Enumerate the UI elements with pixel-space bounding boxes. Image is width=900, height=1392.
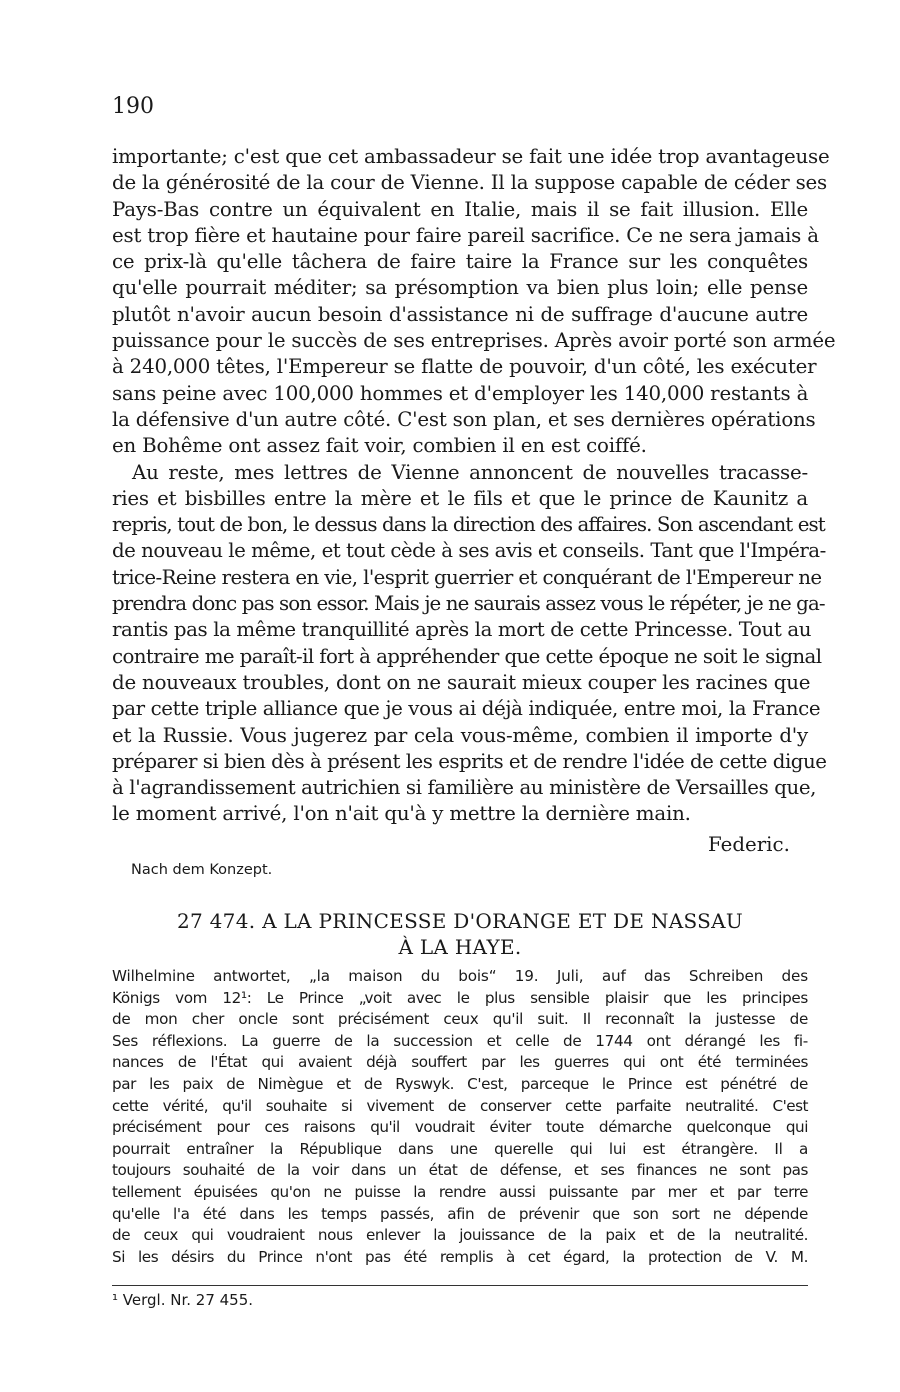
summary-line: Ses réflexions. La guerre de la succession et celle de 1744 ont dérangé les fi- (112, 1031, 808, 1050)
recipient: A LA PRINCESSE D'ORANGE ET DE NASSAU (262, 909, 744, 933)
footnote: ¹ Vergl. Nr. 27 455. (112, 1291, 254, 1309)
letter-body (112, 144, 836, 828)
summary-line: par les paix de Nimègue et de Ryswyk. C'est, parceque le Prince est pénétré de (112, 1074, 808, 1093)
body-line: ce prix-là qu'elle tâchera de faire taire la France sur les conquêtes (112, 250, 808, 274)
summary-line: précisément pour ces raisons qu'il voudrait éviter toute démarche quelconque qui (112, 1118, 808, 1137)
heading-line-2: À LA HAYE. (398, 935, 522, 959)
body-line: est trop fière et hautaine pour faire pareil sacrifice. Ce ne sera jamais à (112, 223, 819, 247)
body-line: trice-Reine restera en vie, l'esprit guerrier et conquérant de l'Empereur ne (112, 565, 822, 589)
body-line: la défensive d'un autre côté. C'est son plan, et ses dernières opérations (112, 407, 816, 431)
summary-line: toujours souhaité de la voir dans un état de défense, et ses finances ne sont pas (112, 1161, 808, 1180)
summary-line: cette vérité, qu'il souhaite si vivement de conserver cette parfaite neutralité. C'est (112, 1096, 808, 1115)
summary-line: qu'elle l'a été dans les temps passés, afin de prévenir que son sort ne dépende (112, 1204, 808, 1223)
summary-line: Wilhelmine antwortet, „la maison du bois“ 19. Juli, auf das Schreiben des (112, 967, 808, 985)
body-line: plutôt n'avoir aucun besoin d'assistance ni de suffrage d'aucune autre (112, 302, 808, 326)
body-line: en Bohême ont assez fait voir, combien il en est coiffé. (112, 434, 647, 458)
body-line: repris, tout de bon, le dessus dans la direction des affaires. Son ascendant est (112, 513, 825, 537)
body-line: ries et bisbilles entre la mère et le fils et que le prince de Kaunitz a (112, 486, 808, 510)
body-line: par cette triple alliance que je vous ai déjà indiquée, entre moi, la France (112, 697, 821, 721)
body-line: importante; c'est que cet ambassadeur se fait une idée trop avantageuse (112, 145, 830, 168)
source-note: Nach dem Konzept. (131, 862, 273, 878)
body-line: contraire me paraît-il fort à appréhender que cette époque ne soit le signal (112, 644, 822, 668)
letter-heading (112, 908, 808, 960)
footnote-divider (112, 1285, 808, 1286)
heading-line-1 (112, 908, 808, 934)
body-line: à 240,000 têtes, l'Empereur se flatte de pouvoir, d'un côté, les exécuter (112, 355, 817, 379)
summary-line: de ceux qui voudraient nous enlever la jouissance de la paix et de la neutralité. (112, 1226, 808, 1245)
body-line: Au reste, mes lettres de Vienne annoncent de nouvelles tracasse- (132, 460, 808, 484)
body-line: puissance pour le succès de ses entreprises. Après avoir porté son armée (112, 329, 836, 353)
body-line: prendra donc pas son essor. Mais je ne saurais assez vous le répéter, je ne ga- (112, 592, 825, 616)
body-line: et la Russie. Vous jugerez par cela vous-même, combien il importe d'y (112, 723, 808, 747)
letter-number: 27 474. (176, 909, 256, 933)
summary-line: tellement épuisées qu'on ne puisse la rendre aussi puissante par mer et par terre (112, 1182, 808, 1201)
summary-line: Si les désirs du Prince n'ont pas été remplis à cet égard, la protection de V. M. (112, 1247, 808, 1266)
body-line: préparer si bien dès à présent les esprits et de rendre l'idée de cette digue (112, 749, 827, 773)
summary-line: nances de l'État qui avaient déjà souffert par les guerres qui ont été terminées (112, 1053, 808, 1072)
page-number: 190 (112, 94, 154, 119)
signature: Federic. (708, 833, 790, 856)
body-line: rantis pas la même tranquillité après la mort de cette Princesse. Tout au (112, 618, 812, 642)
summary-line: de mon cher oncle sont précisément ceux qu'il suit. Il reconnaît la justesse de (112, 1010, 808, 1029)
body-line: de nouveaux troubles, dont on ne saurait mieux couper les racines que (112, 670, 811, 694)
body-line: le moment arrivé, l'on n'ait qu'à y mettre la dernière main. (112, 802, 691, 826)
body-line: de nouveau le même, et tout cède à ses avis et conseils. Tant que l'Impéra- (112, 539, 826, 563)
body-line: à l'agrandissement autrichien si familière au ministère de Versailles que, (112, 776, 817, 800)
body-line: qu'elle pourrait méditer; sa présomption va bien plus loin; elle pense (112, 276, 808, 300)
body-line: sans peine avec 100,000 hommes et d'employer les 140,000 restants à (112, 381, 809, 405)
body-line: Pays-Bas contre un équivalent en Italie, mais il se fait illusion. Elle (112, 197, 808, 221)
summary-line: pourrait entraîner la République dans une querelle qui lui est étrangère. Il a (112, 1139, 808, 1158)
body-line: de la générosité de la cour de Vienne. Il la suppose capable de céder ses (112, 171, 827, 195)
summary-text (112, 966, 808, 1268)
summary-line: Königs vom 12¹: Le Prince „voit avec le plus sensible plaisir que les principes (112, 988, 808, 1007)
